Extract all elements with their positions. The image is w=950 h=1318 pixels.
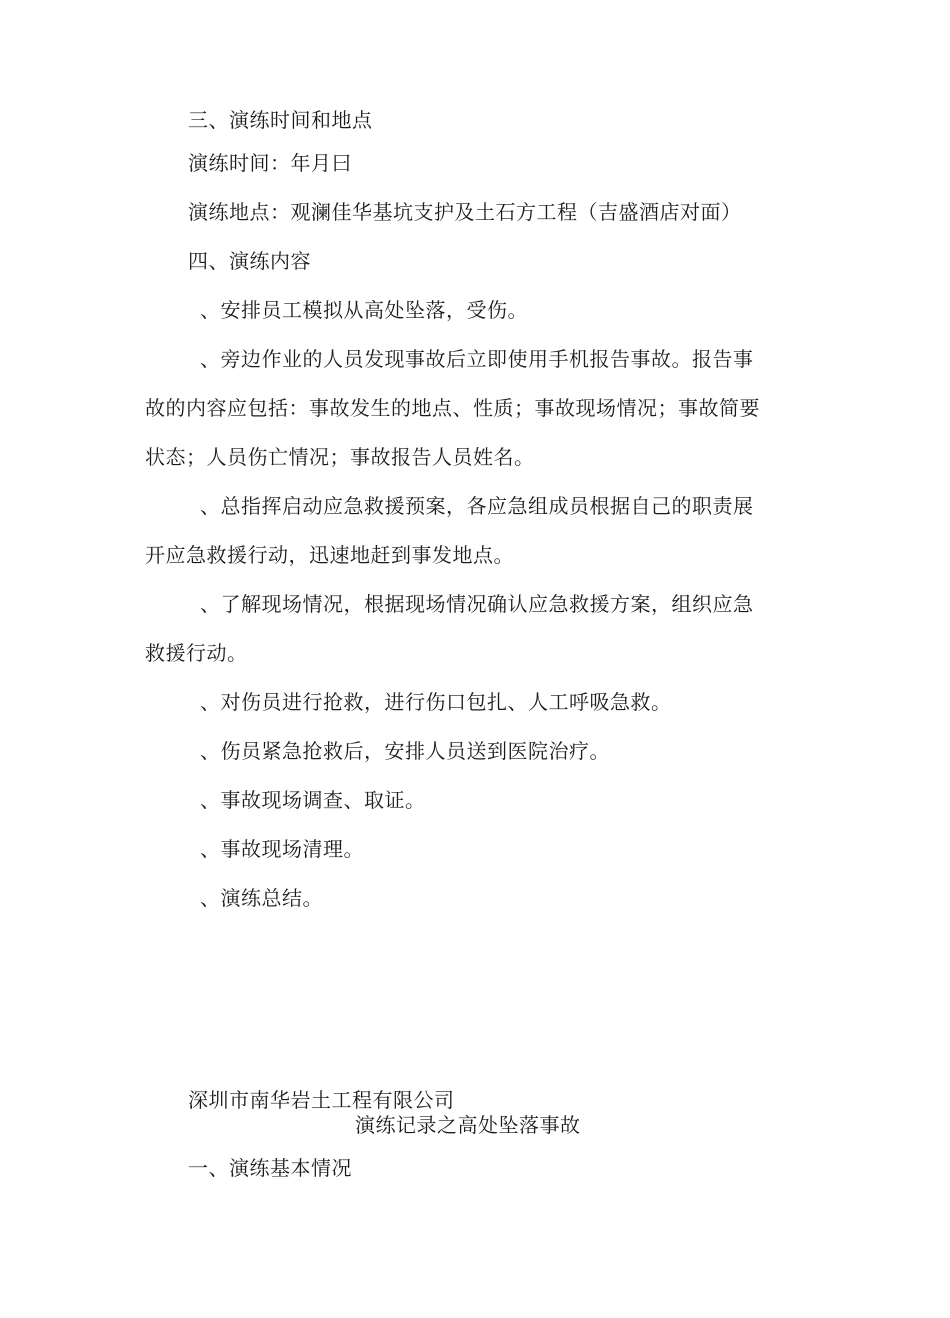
content-item-1-line-1: 、安排员工模拟从高处坠落，受伤。 — [200, 298, 528, 322]
content-item-2-line-3: 状态；人员伤亡情况；事故报告人员姓名。 — [145, 445, 535, 469]
content-item-4-line-1: 、了解现场情况，根据现场情况确认应急救援方案，组织应急 — [200, 592, 754, 616]
drill-time: 演练时间：年月曰 — [188, 151, 352, 175]
content-item-3-line-1: 、总指挥启动应急救援预案，各应急组成员根据自己的职责展 — [200, 494, 754, 518]
content-item-2-line-1: 、旁边作业的人员发现事故后立即使用手机报告事故。报告事 — [200, 347, 754, 371]
content-item-8: 、事故现场清理。 — [200, 837, 364, 861]
record-title: 演练记录之高处坠落事故 — [355, 1113, 581, 1137]
content-item-5: 、对伤员进行抢救，进行伤口包扎、人工呼吸急救。 — [200, 690, 672, 714]
section3-heading: 三、演练时间和地点 — [188, 108, 373, 132]
company-name: 深圳市南华岩土工程有限公司 — [188, 1088, 455, 1112]
content-item-7: 、事故现场调查、取证。 — [200, 788, 426, 812]
content-item-3-line-2: 开应急救援行动，迅速地赶到事发地点。 — [145, 543, 514, 567]
content-item-4-line-2: 救援行动。 — [145, 641, 248, 665]
section4-heading: 四、演练内容 — [188, 249, 311, 273]
section1-heading: 一、演练基本情况 — [188, 1156, 352, 1180]
drill-location: 演练地点：观澜佳华基坑支护及土石方工程（吉盛酒店对面） — [188, 200, 742, 224]
content-item-9: 、演练总结。 — [200, 886, 323, 910]
content-item-2-line-2: 故的内容应包括：事故发生的地点、性质；事故现场情况；事故简要 — [145, 396, 760, 420]
content-item-6: 、伤员紧急抢救后，安排人员送到医院治疗。 — [200, 739, 610, 763]
